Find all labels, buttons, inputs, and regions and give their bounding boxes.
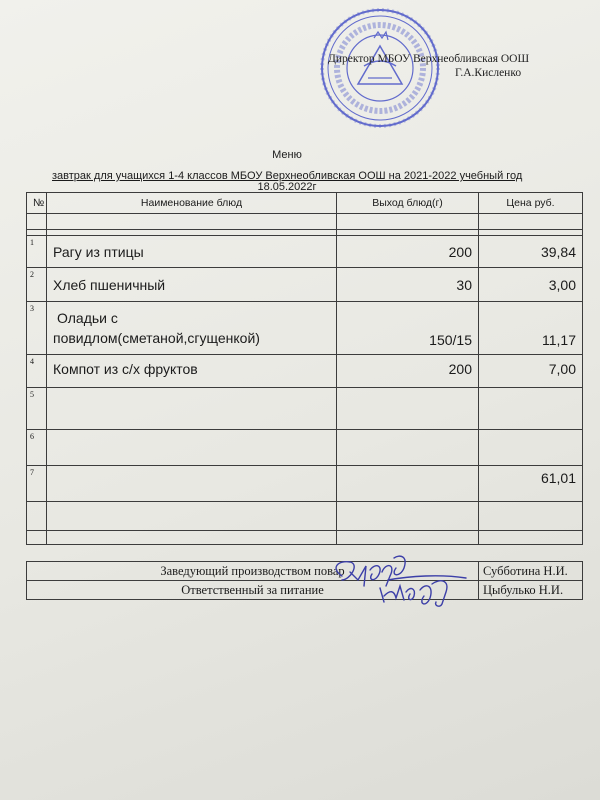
- dish-output: [337, 388, 479, 430]
- document-subtitle: завтрак для учащихся 1-4 классов МБОУ Верхнеобливская ООШ на 2021-2022 учебный год: [52, 170, 523, 182]
- dish-price: 7,00: [479, 355, 583, 388]
- dish-name: Рагу из птицы: [47, 236, 337, 268]
- table-row: [27, 302, 583, 355]
- dish-output: 200: [337, 355, 479, 388]
- dish-output: 200: [337, 236, 479, 268]
- table-row: [27, 388, 583, 430]
- dish-output: 30: [337, 268, 479, 302]
- dish-name: [47, 466, 337, 502]
- director-line: Директор МБОУ Верхнеобливская ООШ: [328, 53, 530, 65]
- signature-row: [27, 562, 583, 581]
- dish-output: [337, 466, 479, 502]
- row-number: 3: [27, 302, 47, 355]
- dish-price: 11,17: [479, 302, 583, 355]
- dish-name: [47, 302, 337, 355]
- dish-output: [337, 430, 479, 466]
- table-row: [27, 268, 583, 302]
- dish-name-line: Оладьи с: [57, 310, 118, 326]
- dish-name: Хлеб пшеничный: [47, 268, 337, 302]
- dish-output: 150/15: [337, 302, 479, 355]
- table-row: [27, 236, 583, 268]
- stamp-seal: [318, 6, 442, 130]
- table-row: [27, 355, 583, 388]
- director-name: Г.А.Кисленко: [455, 67, 522, 79]
- dish-name: Компот из с/х фруктов: [47, 355, 337, 388]
- column-header: Наименование блюд: [47, 193, 337, 214]
- signature-table: [26, 561, 583, 600]
- row-number: 7: [27, 466, 47, 502]
- table-row-blank: [27, 502, 583, 531]
- signature-row: [27, 581, 583, 600]
- column-header: №: [27, 193, 47, 214]
- row-number: 6: [27, 430, 47, 466]
- total-price: 61,01: [479, 466, 583, 502]
- document-title: Меню: [272, 149, 302, 161]
- signature-name: Субботина Н.И.: [479, 562, 583, 581]
- dish-name: [47, 388, 337, 430]
- column-header: Выход блюд(г): [337, 193, 479, 214]
- signature-name: Цыбулько Н.И.: [479, 581, 583, 600]
- table-row-blank: [27, 531, 583, 545]
- menu-table: [26, 192, 583, 545]
- dish-price: 39,84: [479, 236, 583, 268]
- document-date: 18.05.2022г: [257, 181, 317, 193]
- table-row-total: [27, 466, 583, 502]
- row-number: 2: [27, 268, 47, 302]
- row-number: 5: [27, 388, 47, 430]
- row-number: 4: [27, 355, 47, 388]
- row-number: 1: [27, 236, 47, 268]
- signature-role: Заведующий производством повар: [27, 562, 479, 581]
- handwritten-signature: [370, 568, 480, 618]
- dish-price: [479, 430, 583, 466]
- dish-name: [47, 430, 337, 466]
- dish-price: 3,00: [479, 268, 583, 302]
- dish-price: [479, 388, 583, 430]
- dish-name-line: повидлом(сметаной,сгущенкой): [53, 330, 260, 346]
- column-header: Цена руб.: [479, 193, 583, 214]
- table-header-row: [27, 193, 583, 214]
- table-row: [27, 430, 583, 466]
- table-row-blank: [27, 214, 583, 230]
- signature-role: Ответственный за питание: [27, 581, 479, 600]
